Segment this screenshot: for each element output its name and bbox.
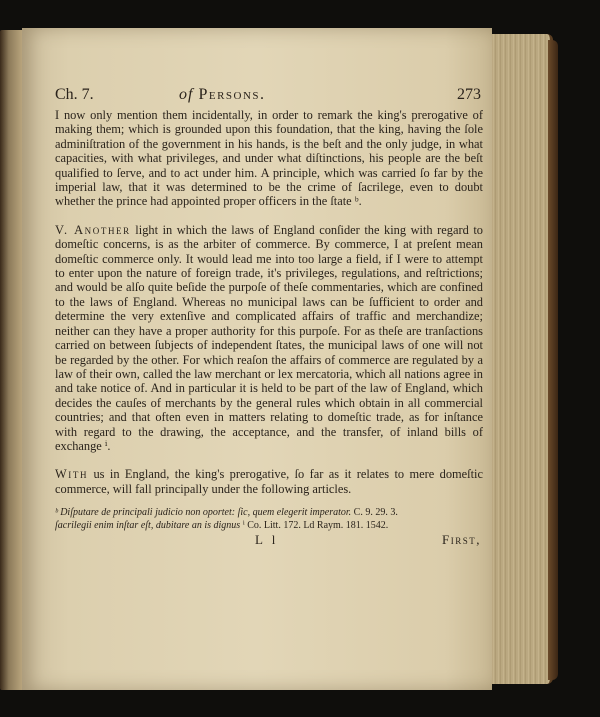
paragraph-2-text: light in which the laws of England conſider the king with regard to domeſtic concerns, is as the arbiter of commerce. By commerce, I at preſent mean domeſtic commerce only. It would lead me into too large a field, if I were to attempt to enter upon the nature of foreign trade, it's privileges, regulations, and reſtrictions; and would be alſo quite beſide the purpoſe of theſe commentaries, which are confined to the laws of England. Whereas no municipal laws can be ſufficient to order and determine the very extenſive and complicated affairs of traffic and merchandize; neither can they have a proper authority for this purpoſe. For as theſe are tranſactions carried on between ſubjects of independent ſtates, the municipal laws of one will not be regarded by the other. For which reaſon the affairs of commerce are regulated by a law of their own, called the law merchant or lex mercatoria, which all nations agree in and take notice of. And in particular it is held to be part of the law of England, which decides the cauſes of merchants by the general rules which obtain in all commercial countries; and that often even in matters relating to domeſtic trade, as for inſtance with regard to the drawing, the acceptance, and the transfer, of inland bills of exchange ⁱ. xyxy=(55,222,483,453)
paragraph-3-lead: With xyxy=(55,467,89,482)
page-foot xyxy=(55,533,483,551)
running-title-main: Persons. xyxy=(198,86,266,103)
footnote-i-citation: ⁱ Co. Litt. 172. Ld Raym. 181. 1542. xyxy=(240,520,389,532)
paragraph-2-lead: V. Another xyxy=(55,222,131,237)
left-page-edge xyxy=(0,30,22,690)
footnote-line-2 xyxy=(55,519,483,532)
paragraph-1 xyxy=(55,108,483,209)
footnote-b-latin-cont: ſacrilegii enim inſtar eſt, dubitare an is dignus xyxy=(55,520,241,532)
page-fore-edge xyxy=(492,34,553,684)
signature-mark: L l xyxy=(255,532,279,548)
paragraph-3-text: us in England, the king's prerogative, ſo far as it relates to mere domeſtic commerce, will fall principally under the following articles. xyxy=(55,467,483,496)
running-title xyxy=(179,88,266,102)
running-head xyxy=(55,88,483,108)
footnote-b-citation: C. 9. 29. 3. xyxy=(353,507,398,519)
book-cover-edge xyxy=(548,40,558,680)
page-number: 273 xyxy=(457,86,481,103)
paragraph-2 xyxy=(55,223,483,454)
footnotes xyxy=(55,506,483,532)
paragraph-3 xyxy=(55,467,483,496)
catchword: First, xyxy=(442,532,481,548)
running-title-prefix: of xyxy=(179,86,194,103)
footnote-b-latin: ᵇ Diſputare de principali judicio non oportet: ſic, quem elegerit imperator. xyxy=(55,507,354,519)
footnote-line-1 xyxy=(55,506,483,519)
chapter-label: Ch. 7. xyxy=(55,86,94,103)
paragraph-1-text: I now only mention them incidentally, in order to remark the king's prerogative of making them; which is grounded upon this foundation, that the king, having the ſole adminiſtration of the government in his hands, is the beſt and the only judge, in what capacities, with what privileges, and under what diſtinctions, his people are the beſt qualified to ſerve, and to act under him. A principle, which was carried ſo far by the imperial law, that it was determined to be the crime of ſacrilege, even to doubt whether the prince had appointed proper officers in the ſtate ᵇ. xyxy=(55,108,483,209)
page-text xyxy=(55,88,483,551)
